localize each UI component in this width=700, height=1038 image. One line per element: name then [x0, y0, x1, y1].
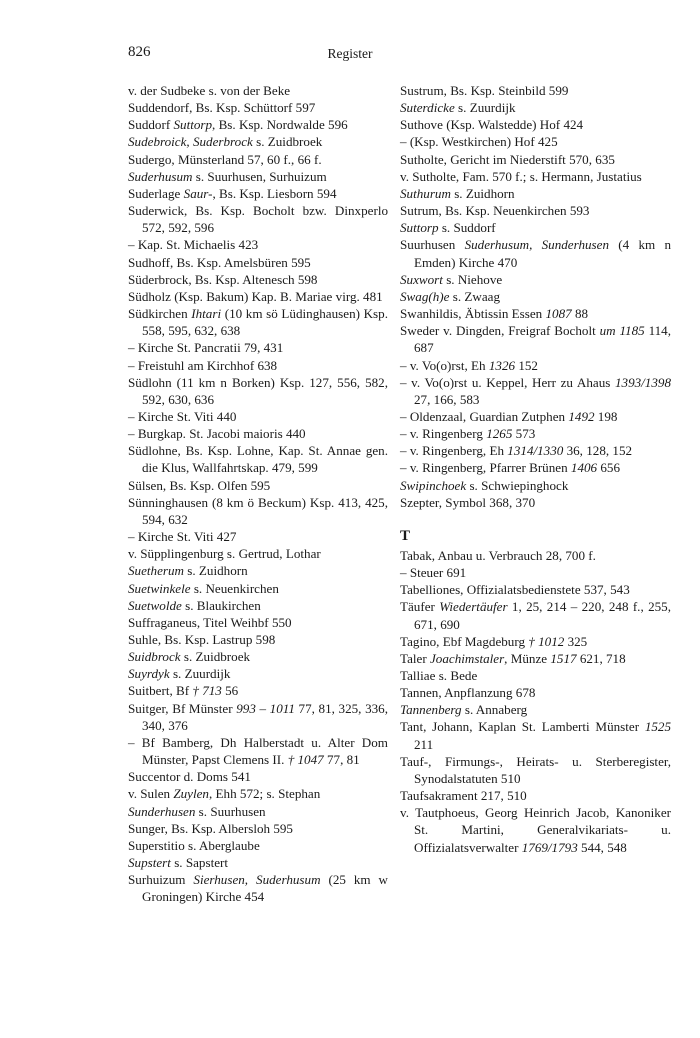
index-entry: Suitger, Bf Münster 993 – 1011 77, 81, 325, 336, 340, 376 [128, 700, 388, 733]
index-entry: Suddendorf, Bs. Ksp. Schüttorf 597 [128, 100, 316, 116]
index-entry: Südlohn (11 km n Borken) Ksp. 127, 556, 582, 592, 630, 636 [128, 374, 388, 407]
index-entry: Südlohne, Bs. Ksp. Lohne, Kap. St. Annae gen. die Klus, Wallfahrtskap. 479, 599 [128, 443, 388, 476]
index-column-right [400, 82, 671, 856]
index-entry: – Freistuhl am Kirchhof 638 [128, 357, 278, 373]
index-entry: v. Sulen Zuylen, Ehh 572; s. Stephan [128, 786, 321, 802]
index-entry: Tannen, Anpflanzung 678 [400, 685, 536, 701]
index-entry: Tabak, Anbau u. Verbrauch 28, 700 f. [400, 547, 596, 563]
index-entry: Sunderhusen s. Suurhusen [128, 803, 266, 819]
index-entry: – Kirche St. Pancratii 79, 431 [128, 340, 284, 356]
page-number: 826 [128, 44, 151, 60]
index-entry: Tant, Johann, Kaplan St. Lamberti Münster 1525 211 [400, 719, 671, 752]
index-entry: – Burgkap. St. Jacobi maioris 440 [128, 426, 306, 442]
index-entry: Suddorf Suttorp, Bs. Ksp. Nordwalde 596 [128, 117, 348, 133]
index-entry: v. der Sudbeke s. von der Beke [128, 83, 291, 98]
index-entry: Suderwick, Bs. Ksp. Bocholt bzw. Dinxperlo 572, 592, 596 [128, 203, 388, 236]
index-entry: – v. Ringenberg 1265 573 [400, 426, 536, 442]
index-entry: Sutrum, Bs. Ksp. Neuenkirchen 593 [400, 203, 590, 219]
index-entry: Sutholte, Gericht im Niederstift 570, 635 [400, 151, 615, 167]
index-entry: Suthurum s. Zuidhorn [400, 185, 515, 201]
section-letter: T [400, 527, 411, 544]
index-entry: – Bf Bamberg, Dh Halberstadt u. Alter Dom Münster, Papst Clemens II. † 1047 77, 81 [128, 734, 388, 768]
index-entry: Sülsen, Bs. Ksp. Olfen 595 [128, 477, 271, 493]
index-entry: Taufsakrament 217, 510 [400, 788, 527, 804]
index-entry: Suyrdyk s. Zuurdijk [128, 666, 231, 682]
index-entry: Sünninghausen (8 km ö Beckum) Ksp. 413, 425, 594, 632 [128, 494, 388, 527]
index-entry: Suetherum s. Zuidhorn [128, 563, 248, 579]
index-entry: Sudebroick, Suderbrock s. Zuidbroek [128, 134, 323, 150]
index-entry: Suderhusum s. Suurhusen, Surhuizum [128, 168, 327, 184]
index-entry: Suetwinkele s. Neuenkirchen [128, 580, 279, 596]
index-entry: Süderbrock, Bs. Ksp. Altenesch 598 [128, 271, 318, 287]
index-entry: Suetwolde s. Blaukirchen [128, 597, 261, 613]
index-entry: – v. Ringenberg, Pfarrer Brünen 1406 656 [400, 460, 621, 476]
index-entry: Suxwort s. Niehove [400, 271, 503, 287]
index-entry: Südkirchen Ihtari (10 km sö Lüdinghausen) Ksp. 558, 595, 632, 638 [128, 306, 388, 339]
index-entry: – Oldenzaal, Guardian Zutphen 1492 198 [400, 408, 618, 424]
index-entry: – v. Vo(o)rst, Eh 1326 152 [400, 357, 538, 373]
index-entry: Szepter, Symbol 368, 370 [400, 494, 536, 510]
index-entry: Suttorp s. Suddorf [400, 220, 496, 236]
index-entry: Swipinchoek s. Schwiepinghock [400, 477, 569, 493]
index-entry: Sustrum, Bs. Ksp. Steinbild 599 [400, 83, 569, 98]
index-entry: Surhuizum Sierhusen, Suderhusum (25 km w Groningen) Kirche 454 [128, 872, 388, 905]
index-entry: – v. Ringenberg, Eh 1314/1330 36, 128, 152 [400, 443, 633, 459]
index-entry: Sunger, Bs. Ksp. Albersloh 595 [128, 820, 293, 836]
index-entry: Supstert s. Sapstert [128, 855, 229, 871]
index-entry: – Kirche St. Viti 427 [128, 529, 237, 545]
index-entry: – Kap. St. Michaelis 423 [128, 237, 259, 253]
index-entry: Superstitio s. Aberglaube [128, 837, 260, 853]
index-entry: Talliae s. Bede [400, 668, 478, 683]
index-entry: Taler Joachimstaler, Münze 1517 621, 718 [400, 650, 626, 666]
index-entry: Swag(h)e s. Zwaag [400, 288, 501, 304]
index-entry: Tagino, Ebf Magdeburg † 1012 325 [400, 633, 588, 649]
index-entry: Suthove (Ksp. Walstedde) Hof 424 [400, 117, 584, 133]
index-entry: Tannenberg s. Annaberg [400, 702, 528, 718]
index-entry: Suterdicke s. Zuurdijk [400, 100, 516, 116]
index-entry: – v. Vo(o)rst u. Keppel, Herr zu Ahaus 1393/1398 27, 166, 583 [400, 374, 671, 407]
index-entry: v. Sutholte, Fam. 570 f.; s. Hermann, Justatius [400, 168, 642, 184]
index-entry: Sudhoff, Bs. Ksp. Amelsbüren 595 [128, 254, 311, 270]
index-entry: Täufer Wiedertäufer 1, 25, 214 – 220, 248 f., 255, 671, 690 [400, 599, 671, 632]
index-entry: Sudergo, Münsterland 57, 60 f., 66 f. [128, 151, 322, 167]
index-entry: Suitbert, Bf † 713 56 [128, 683, 239, 699]
index-entry: – Steuer 691 [400, 565, 467, 581]
index-entry: v. Tautphoeus, Georg Heinrich Jacob, Kanoniker St. Martini, Generalvikariats- u. Offizialatsverwalter 1769/1793 544, 548 [400, 805, 671, 855]
section-spacer [400, 511, 671, 528]
running-head: Register [327, 46, 373, 61]
index-entry: Tauf-, Firmungs-, Heirats- u. Sterberegister, Synodalstatuten 510 [400, 753, 671, 786]
index-entry: Suffraganeus, Titel Weihbf 550 [128, 614, 292, 630]
index-entry: Suhle, Bs. Ksp. Lastrup 598 [128, 632, 276, 647]
index-entry: Suidbrock s. Zuidbroek [128, 649, 251, 665]
index-entry: Swanhildis, Äbtissin Essen 1087 88 [400, 306, 589, 322]
index-entry: v. Süpplingenburg s. Gertrud, Lothar [128, 546, 321, 562]
index-entry: Südholz (Ksp. Bakum) Kap. B. Mariae virg. 481 [128, 288, 383, 304]
index-entry: Succentor d. Doms 541 [128, 769, 251, 785]
index-entry: Suurhusen Suderhusum, Sunderhusen (4 km n Emden) Kirche 470 [400, 237, 671, 270]
index-entry: – Kirche St. Viti 440 [128, 408, 237, 424]
index-entry: Tabelliones, Offizialatsbedienstete 537, 543 [400, 582, 630, 598]
index-entry: Suderlage Saur-, Bs. Ksp. Liesborn 594 [128, 185, 337, 201]
index-column-left [128, 82, 388, 906]
index-entry: – (Ksp. Westkirchen) Hof 425 [400, 134, 558, 150]
index-entry: Sweder v. Dingden, Freigraf Bocholt um 1185 114, 687 [400, 323, 672, 356]
